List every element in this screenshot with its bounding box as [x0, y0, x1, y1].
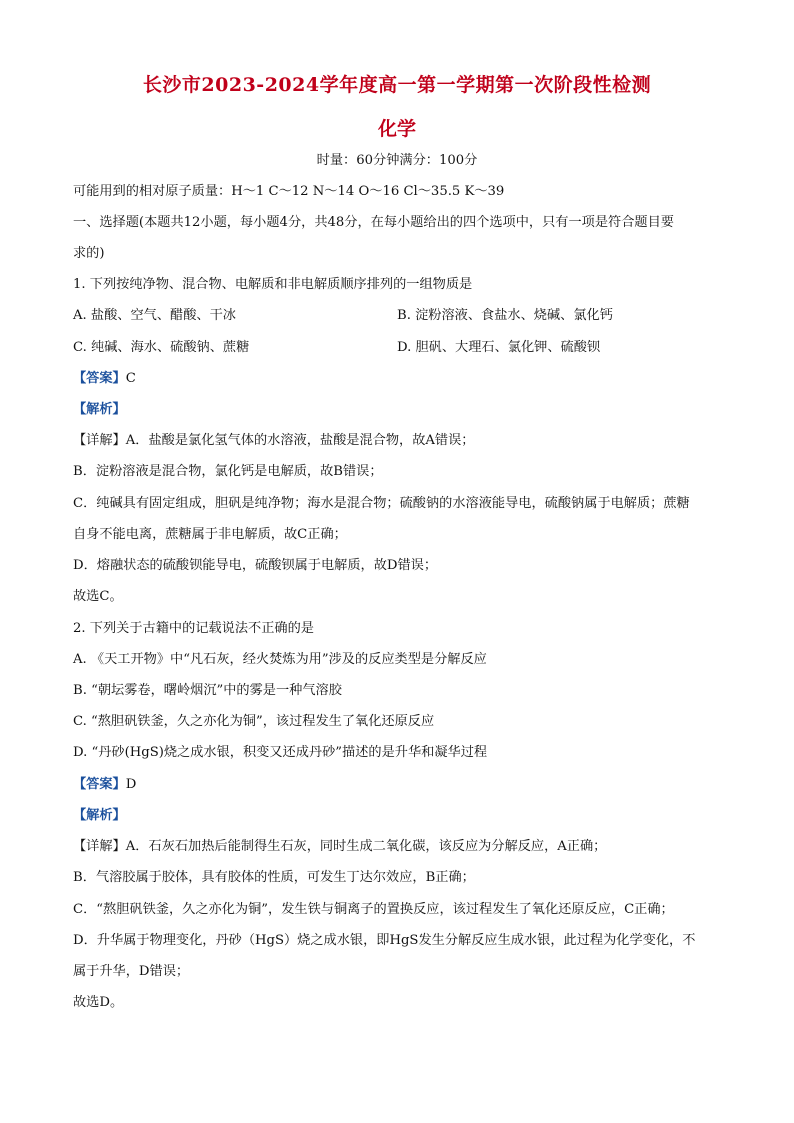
detail-tag: 【详解】 — [73, 839, 126, 854]
q1-detail-3: C．纯碱具有固定组成，胆矾是纯净物；海水是混合物；硫酸钠的水溶液能导电，硫酸钠属于电解质；蔗糖 — [73, 496, 690, 511]
q2-option-a: A. 《天工开物》中“凡石灰，经火焚炼为用”涉及的反应类型是分解反应 — [73, 652, 487, 667]
q1-option-a: A. 盐酸、空气、醋酸、干冰 — [73, 308, 236, 323]
q2-option-c: C. “熬胆矾铁釜，久之亦化为铜”，该过程发生了氧化还原反应 — [73, 714, 435, 729]
analysis-tag: 【解析】 — [73, 402, 126, 417]
detail-tag: 【详解】 — [73, 433, 126, 448]
detail-text: A．盐酸是氯化氢气体的水溶液，盐酸是混合物，故A错误； — [125, 433, 475, 448]
q2-stem: 2. 下列关于古籍中的记载说法不正确的是 — [73, 621, 314, 636]
q1-stem: 1. 下列按纯净物、混合物、电解质和非电解质顺序排列的一组物质是 — [73, 277, 473, 292]
atomic-masses: 可能用到的相对原子质量：H～1 C～12 N～14 O～16 Cl～35.5 K～39 — [73, 184, 505, 199]
answer-tag: 【答案】 — [73, 371, 126, 386]
q1-option-c: C. 纯碱、海水、硫酸钠、蔗糖 — [73, 340, 250, 355]
q2-detail-3: C．“熬胆矾铁釜，久之亦化为铜”，发生铁与铜离子的置换反应，该过程发生了氧化还原反应，C正确； — [73, 902, 674, 917]
q2-analysis — [73, 807, 126, 825]
q2-detail-5: 属于升华，D错误； — [73, 964, 190, 979]
q2-option-d: D. “丹砂(HgS)烧之成水银，积变又还成丹砂”描述的是升华和凝华过程 — [73, 745, 488, 760]
q1-answer — [73, 370, 136, 388]
answer-value: D — [125, 777, 137, 792]
q1-option-d: D. 胆矾、大理石、氯化钾、硫酸钡 — [397, 340, 601, 355]
q2-detail-4: D．升华属于物理变化，丹砂（HgS）烧之成水银，即HgS发生分解反应生成水银，此过程为化学变化，不 — [73, 933, 696, 948]
q1-detail-4: 自身不能电离，蔗糖属于非电解质，故C正确； — [73, 527, 347, 542]
q1-detail-5: D．熔融状态的硫酸钡能导电，硫酸钡属于电解质，故D错误； — [73, 558, 438, 573]
q2-detail-2: B．气溶胶属于胶体，具有胶体的性质，可发生丁达尔效应，B正确； — [73, 870, 475, 885]
q1-detail-1 — [73, 432, 474, 450]
time-info: 时量：60分钟满分：100分 — [316, 153, 478, 168]
section-heading-cont: 求的) — [73, 246, 105, 261]
section-heading: 一、选择题(本题共12小题，每小题4分，共48分，在每小题给出的四个选项中，只有一项是符合题目要 — [73, 215, 674, 230]
answer-tag: 【答案】 — [73, 777, 126, 792]
q1-conclusion: 故选C。 — [73, 589, 123, 604]
q1-option-b: B. 淀粉溶液、食盐水、烧碱、氯化钙 — [397, 308, 613, 323]
q1-detail-2: B．淀粉溶液是混合物，氯化钙是电解质，故B错误； — [73, 464, 383, 479]
q2-option-b: B. “朝坛雾卷，曙岭烟沉”中的雾是一种气溶胶 — [73, 683, 342, 698]
exam-title: 长沙市2023-2024学年度高一第一学期第一次阶段性检测 — [142, 74, 652, 96]
subject-title: 化学 — [377, 118, 416, 140]
detail-text: A．石灰石加热后能制得生石灰，同时生成二氧化碳，该反应为分解反应，A正确； — [125, 839, 607, 854]
q2-detail-1 — [73, 838, 606, 856]
analysis-tag: 【解析】 — [73, 808, 126, 823]
q2-answer — [73, 776, 136, 794]
answer-value: C — [125, 371, 136, 386]
q1-analysis — [73, 401, 126, 419]
q2-conclusion: 故选D。 — [73, 995, 124, 1010]
